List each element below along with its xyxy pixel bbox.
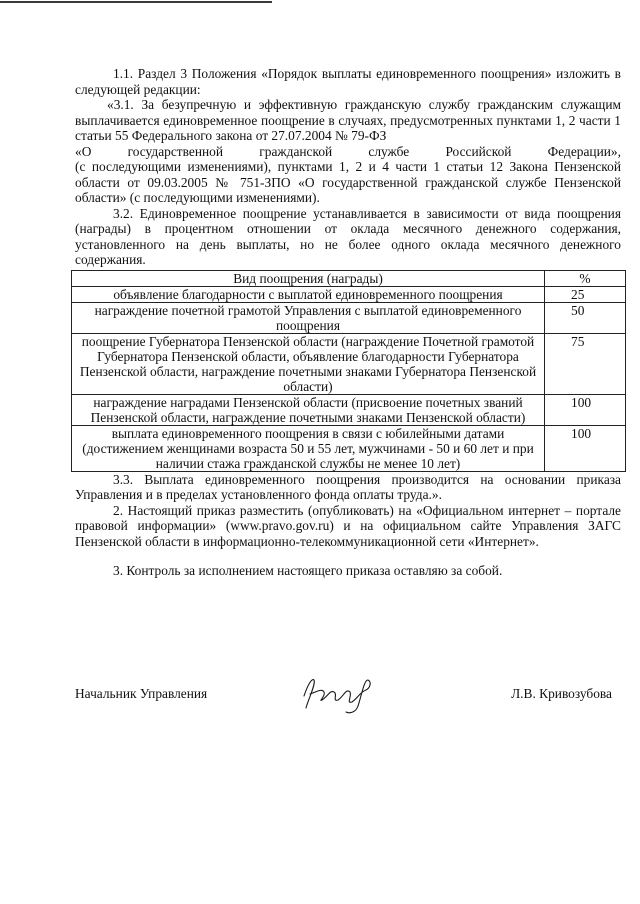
table-row [72,302,626,333]
table-row [72,286,626,302]
award-percent: 100 [545,425,626,471]
award-percent: 100 [545,394,626,425]
paragraph-3-1-end: (с последующими изменениями), пунктами 1, 2 и 4 части 1 статьи 12 Закона Пензенской области от 09.03.2005 № 751-ЗПО «О государственной гражданской службе Пензенской области» (с последующими изменениями). [75,159,621,205]
table-header-row [72,270,626,286]
spread-word: государственной [127,143,224,159]
table-row [72,425,626,471]
header-percent: % [545,270,626,286]
paragraph-3-1 [75,97,621,206]
paragraph-3-3: 3.3. Выплата единовременного поощрения производится на основании приказа Управления и в пределах установленного фонда оплаты труда.». [75,471,621,502]
award-percent: 75 [545,333,626,394]
spread-word: гражданской [259,143,333,159]
award-kind: объявление благодарности с выплатой единовременного поощрения [72,286,545,302]
spread-word: Российской [445,143,512,159]
table-row [72,333,626,394]
signatory-role: Начальник Управления [75,686,208,701]
table-row [72,394,626,425]
paragraph-3: 3. Контроль за исполнением настоящего приказа оставляю за собой. [113,563,503,578]
paragraph-3-1-start: «3.1. За безупречную и эффективную гражданскую службу гражданским служащим выплачивается единовременное поощрение в случаях, предусмотренных пунктами 1, 2 части 1 статьи 55 Федерального закона от 27.07.2004 № 79-ФЗ [75,97,621,143]
signatory-name: Л.В. Кривозубова [511,686,612,701]
document-body [75,66,621,579]
spread-word: службе [368,143,410,159]
paragraph-2: 2. Настоящий приказ разместить (опубликовать) на «Официальном интернет – портале правовой информации» (www.pravo.gov.ru) и на официальном сайте Управления ЗАГС Пензенской области в информационно-телекоммуникационной сети «Интернет». [75,502,621,549]
paragraph-3-2: 3.2. Единовременное поощрение устанавливается в зависимости от вида поощрения (награды) в процентном отношении от оклада месячного денежного содержания, установленного на день выплаты, но не более одного оклада месячного денежного содержания. [75,205,621,267]
award-percent: 25 [545,286,626,302]
handwritten-signature [300,674,380,718]
header-kind: Вид поощрения (награды) [72,270,545,286]
award-kind: награждение почетной грамотой Управления с выплатой единовременного поощрения [72,302,545,333]
award-kind: награждение наградами Пензенской области (присвоение почетных званий Пензенской области, награждение почетными знаками Пензенской области) [72,394,545,425]
signature-block [75,686,621,726]
spread-word: Федерации», [547,143,621,159]
award-percent: 50 [545,302,626,333]
header-rule [0,1,272,3]
award-kind: выплата единовременного поощрения в связи с юбилейными датами (достижением женщинами возраста 50 и 55 лет, мужчинами - 50 и 60 лет и при наличии стажа гражданской службы не менее 10 лет) [72,425,545,471]
spread-word: «О [75,143,92,159]
paragraph-1-1: 1.1. Раздел 3 Положения «Порядок выплаты единовременного поощрения» изложить в следующей редакции: [75,66,621,97]
paragraph-3-1-spread-line [75,144,621,160]
award-kind: поощрение Губернатора Пензенской области (награждение Почетной грамотой Губернатора Пензенской области, объявление благодарности Губернатора Пензенской области, награждение почетными знаками Губернатора Пензенской области) [72,333,545,394]
award-table [71,270,626,472]
